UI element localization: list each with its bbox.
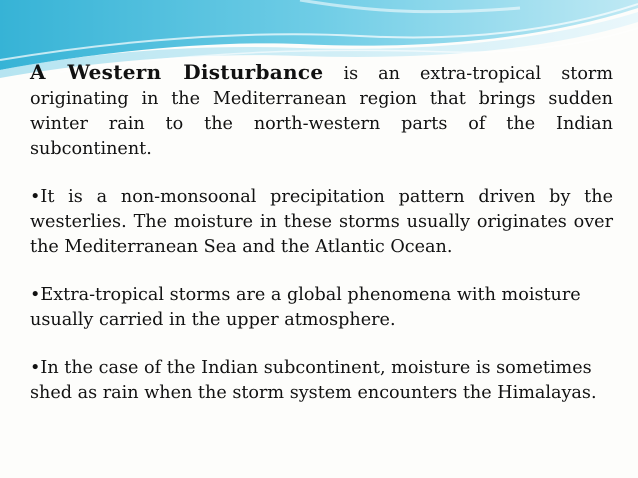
slide-body: [30, 60, 613, 429]
bullet-non-monsoonal: •It is a non-monsoonal precipitation pattern driven by the westerlies. The moisture in these storms usually originates over the Mediterranean Sea and the Atlantic Ocean.: [30, 187, 613, 257]
bullet-indian-subcontinent: •In the case of the Indian subcontinent, moisture is sometimes shed as rain when the storm system encounters the Himalayas.: [30, 358, 597, 403]
definition-paragraph: [30, 60, 613, 162]
bullet-extra-tropical: •Extra-tropical storms are a global phenomena with moisture usually carried in the upper atmosphere.: [30, 285, 581, 330]
definition-text: is an extra-tropical storm originating in the Mediterranean region that brings sudden winter rain to the north-western parts of the Indian subcontinent.: [30, 64, 613, 159]
term-western-disturbance: A Western Disturbance: [30, 60, 324, 84]
